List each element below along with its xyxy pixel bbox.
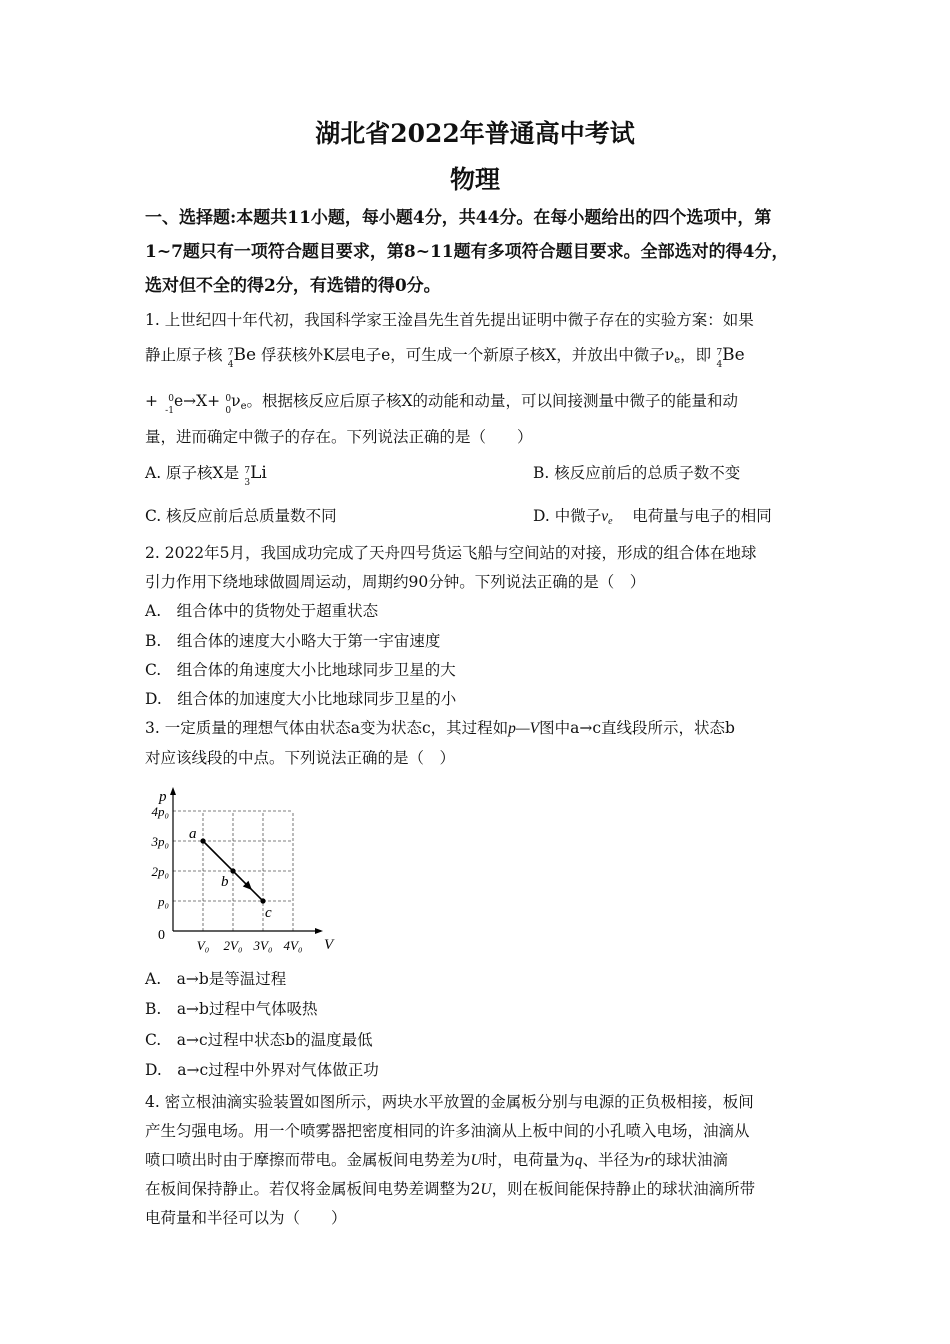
q4-line-1: 4. 密立根油滴实验装置如图所示，两块水平放置的金属板分别与电源的正负极相接，板间: [145, 1093, 754, 1111]
q1-line-4: 量，进而确定中微子的存在。下列说法正确的是（ ）: [145, 428, 533, 446]
q2-option-d[interactable]: D. 组合体的加速度大小比地球同步卫星的小: [145, 690, 457, 708]
neutrino-nuclide: 0 0: [225, 394, 232, 416]
q2-line-1: 2. 2022年5月，我国成功完成了天舟四号货运飞船与空间站的对接，形成的组合体在地球: [145, 544, 757, 562]
origin-label: 0: [158, 928, 165, 943]
x-tick-label: 4V₀: [283, 938, 303, 953]
y-tick-label: p₀: [157, 894, 169, 909]
state-label-b: b: [221, 874, 229, 890]
be-nuclide-2: 7 4: [716, 348, 723, 370]
q2-option-b[interactable]: B. 组合体的速度大小略大于第一宇宙速度: [145, 632, 441, 650]
q1-option-b[interactable]: B. 核反应前后的总质子数不变: [533, 464, 741, 482]
y-tick-label: 2p₀: [151, 864, 169, 879]
q1-option-d[interactable]: D. 中微子$v_e$ 电荷量与电子的相同: [533, 507, 772, 527]
y-tick-label: 4p₀: [151, 804, 169, 819]
be-nuclide: 7 4: [227, 348, 234, 370]
electron-nuclide: 0 -1: [165, 394, 174, 416]
exam-title: 湖北省2022年普通高中考试: [315, 119, 635, 148]
q1-line-1: 1. 上世纪四十年代初，我国科学家王淦昌先生首先提出证明中微子存在的实验方案：如果: [145, 311, 754, 329]
li-nuclide: 7 3: [244, 466, 251, 488]
q3-line-2: 对应该线段的中点。下列说法正确的是（ ）: [145, 749, 456, 767]
section-instructions: 一、选择题:本题共11小题，每小题4分，共44分。在每小题给出的四个选项中，第1~7题只有一项符合题目要求，第8~11题有多项符合题目要求。全部选对的得4分，选对但不全的得2分，有选错的得0分。: [145, 208, 789, 296]
q3-option-d[interactable]: D. a→c过程中外界对气体做正功: [145, 1061, 379, 1079]
q4-line-5: 电荷量和半径可以为（ ）: [145, 1209, 347, 1227]
state-point-c: [260, 898, 265, 903]
y-axis-label: p: [159, 789, 167, 805]
q3-option-b[interactable]: B. a→b过程中气体吸热: [145, 1000, 318, 1018]
state-label-a: a: [189, 826, 197, 842]
x-axis-arrow: [315, 928, 323, 934]
q2-line-2: 引力作用下绕地球做圆周运动，周期约90分钟。下列说法正确的是（ ）: [145, 573, 646, 591]
q2-option-c[interactable]: C. 组合体的角速度大小比地球同步卫星的大: [145, 661, 456, 679]
q2-option-a[interactable]: A. 组合体中的货物处于超重状态: [145, 602, 379, 620]
pv-diagram: [140, 770, 340, 960]
x-tick-label: V₀: [196, 938, 210, 953]
y-axis-arrow: [170, 787, 176, 795]
x-tick-label: 2V₀: [223, 938, 243, 953]
q1-line-3: + 0 -1 e→X+ 0 0 $\nu_e$。根据核反应后原子核X的动能和动量，可以间接测量中微子的能量和动: [145, 392, 739, 416]
state-point-a: [200, 838, 205, 843]
x-axis-label: V: [324, 937, 334, 953]
q3-line-1: 3. 一定质量的理想气体由状态a变为状态c，其过程如p—V图中a→c直线段所示，状态b: [145, 719, 735, 737]
x-tick-label: 3V₀: [253, 938, 273, 953]
q1-option-a[interactable]: A. 原子核X是 7 3 Li: [145, 463, 267, 488]
state-point-b: [230, 868, 235, 873]
q3-option-a[interactable]: A. a→b是等温过程: [145, 970, 287, 988]
q1-line-2: 静止原子核 7 4 Be 俘获核外K层电子e，可生成一个新原子核X，并放出中微子$\nu_e$，即 7 4 Be: [145, 345, 745, 370]
q4-line-2: 产生匀强电场。用一个喷雾器把密度相同的许多油滴从上板中间的小孔喷入电场，油滴从: [145, 1122, 750, 1140]
subject-title: 物理: [449, 165, 500, 194]
q3-option-c[interactable]: C. a→c过程中状态b的温度最低: [145, 1031, 373, 1049]
y-tick-label: 3p₀: [151, 834, 169, 849]
q4-line-3: 喷口喷出时由于摩擦而带电。金属板间电势差为U时，电荷量为q、半径为r的球状油滴: [145, 1151, 729, 1169]
q4-line-4: 在板间保持静止。若仅将金属板间电势差调整为2U，则在板间能保持静止的球状油滴所带: [145, 1180, 756, 1198]
q1-option-c[interactable]: C. 核反应前后总质量数不同: [145, 507, 337, 525]
state-label-c: c: [265, 905, 272, 921]
